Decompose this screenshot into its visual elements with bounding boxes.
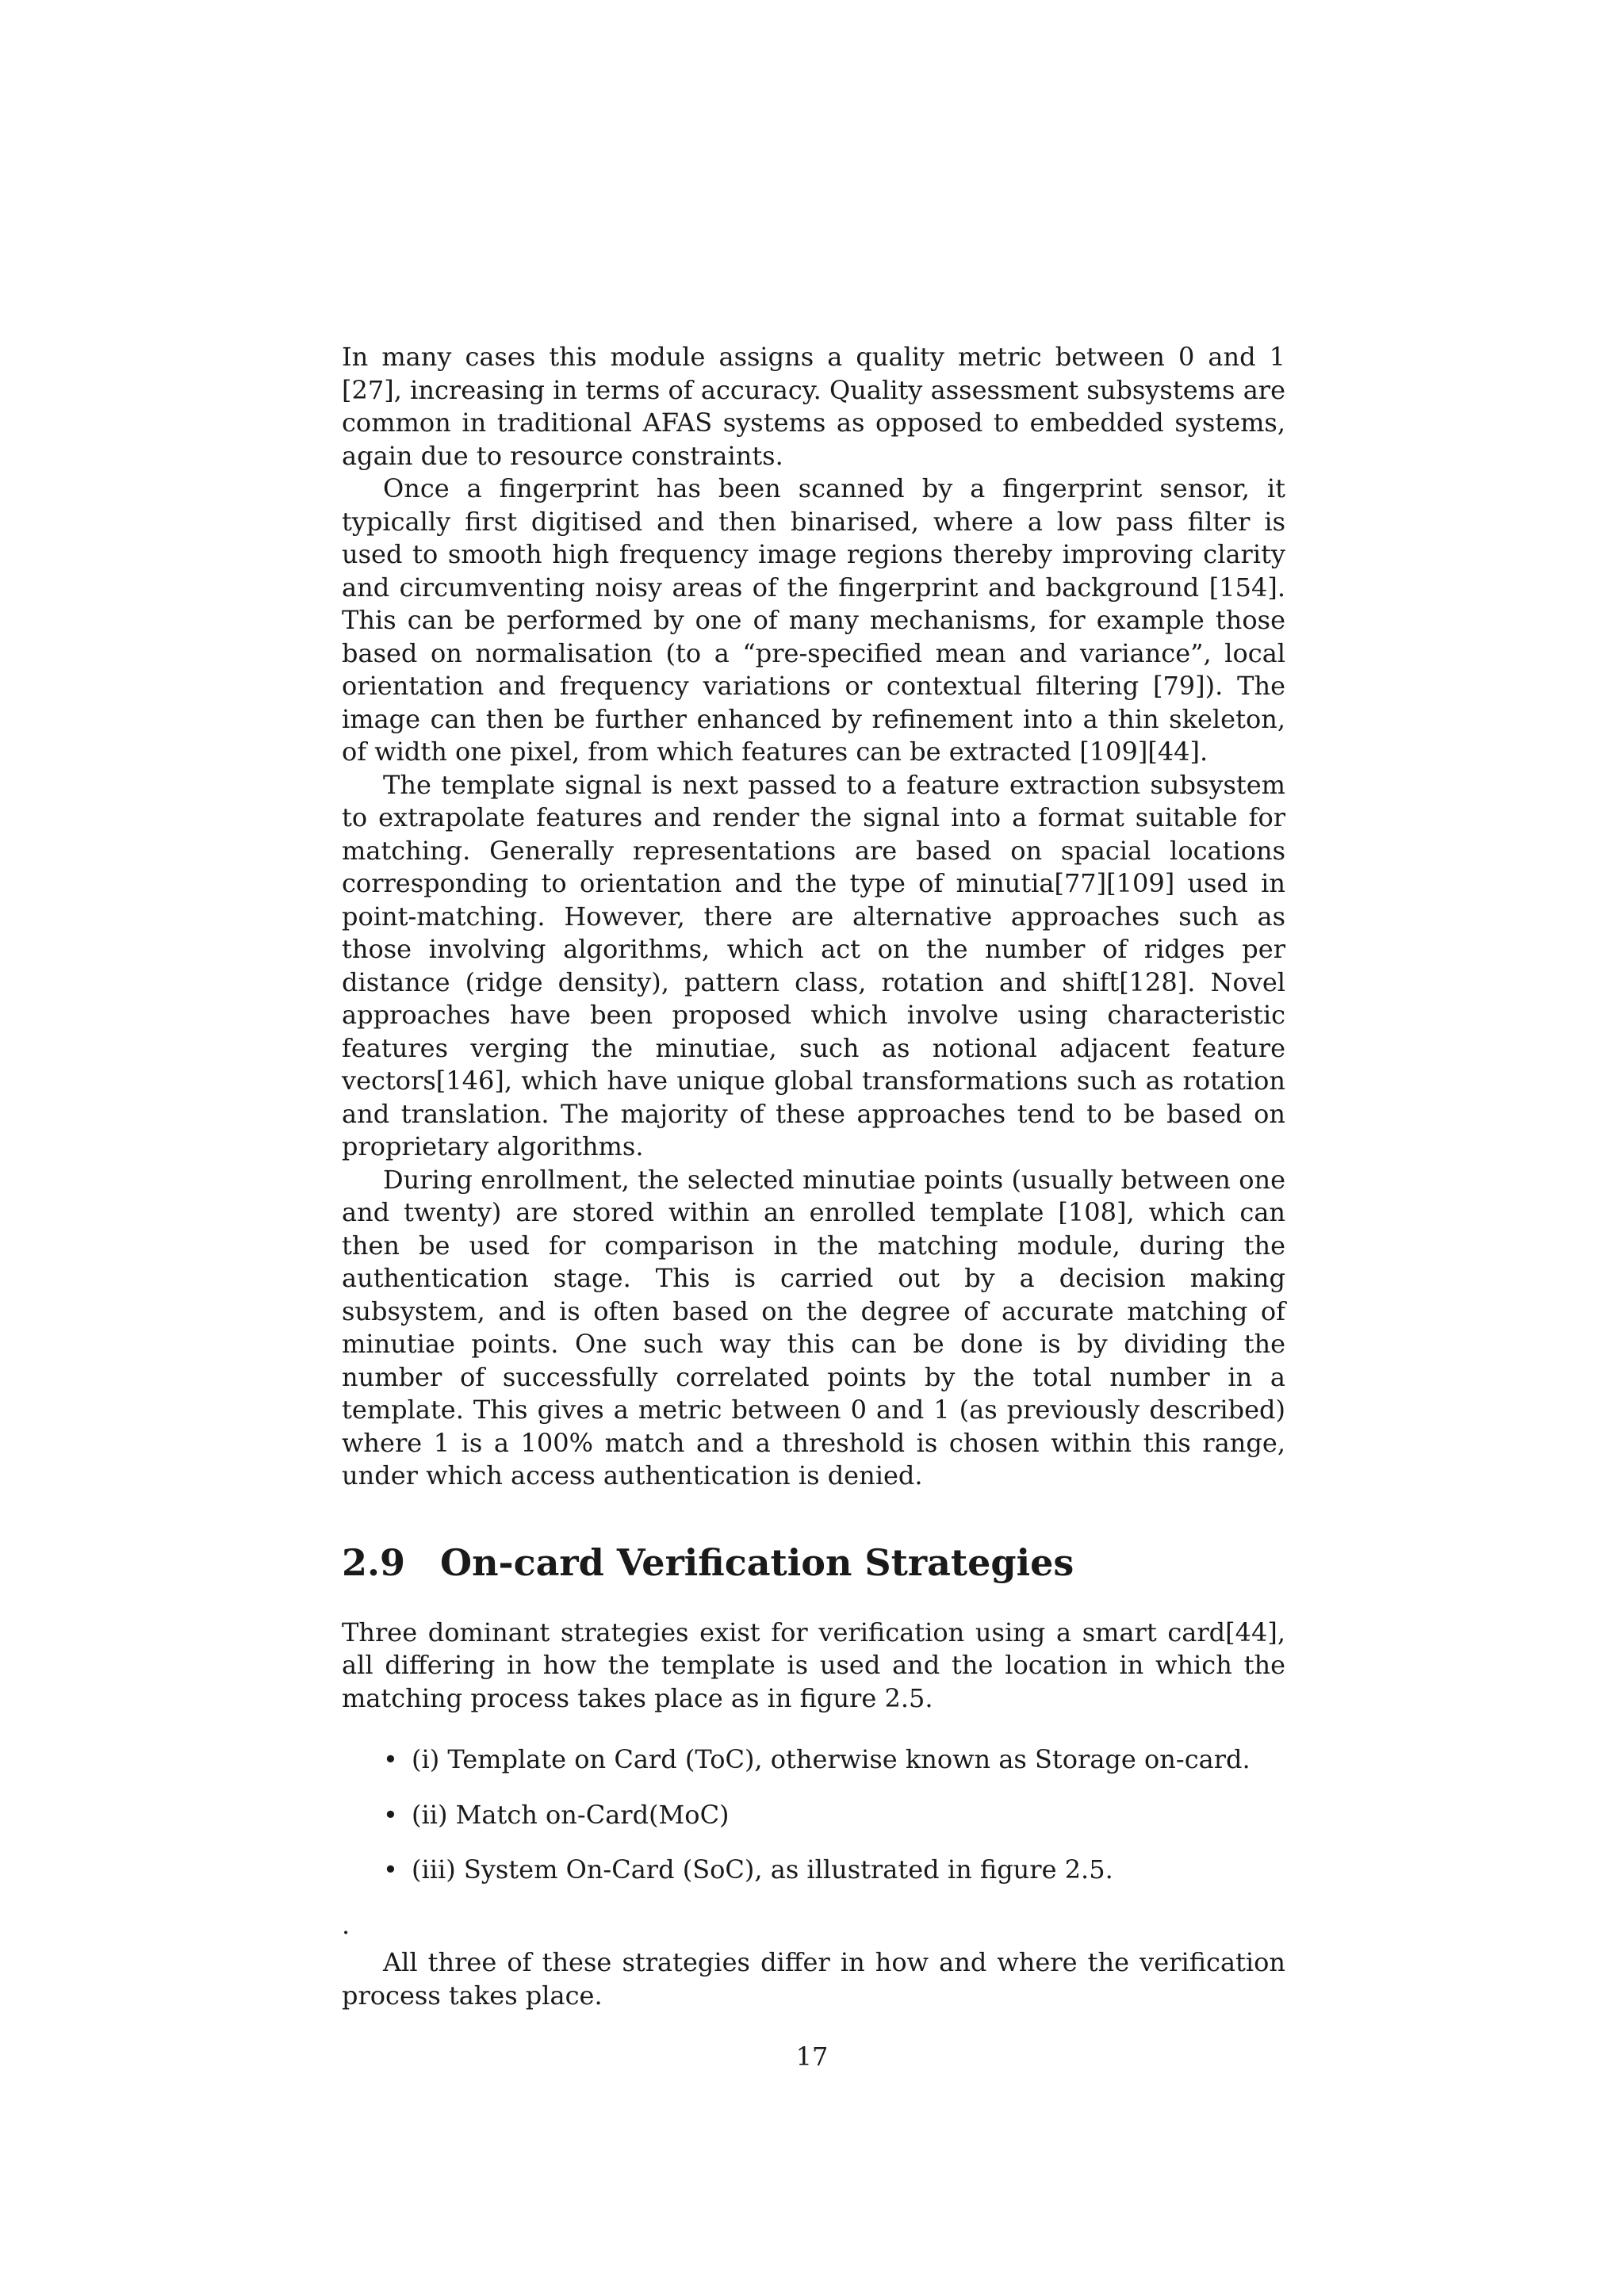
bullet-icon: • <box>383 1854 398 1885</box>
section-title: On-card Verification Strategies <box>440 1540 1074 1584</box>
list-item-text: (i) Template on Card (ToC), otherwise known as Storage on-card. <box>412 1744 1251 1774</box>
list-item-text: (iii) System On-Card (SoC), as illustrated in figure 2.5. <box>412 1854 1113 1885</box>
section-number: 2.9 <box>342 1540 406 1584</box>
section-intro: Three dominant strategies exist for verification using a smart card[44], all differing in how the template is used and the location in which the matching process takes place as in figure 2.5. <box>342 1617 1285 1713</box>
bullet-icon: • <box>383 1744 398 1774</box>
paragraph-closing: All three of these strategies differ in how and where the verification process takes place. <box>342 1947 1285 2011</box>
strategy-list <box>342 1743 1285 1887</box>
list-item <box>342 1743 1285 1777</box>
page-body <box>342 341 1285 2012</box>
list-item <box>342 1799 1285 1832</box>
paragraph-enrollment: During enrollment, the selected minutiae points (usually between one and twenty) are stored within an enrolled template [108], which can then be used for comparison in the matching module, during the authentication stage. This is carried out by a decision making subsystem, and is often based on the degree of accurate matching of minutiae points. One such way this can be done is by dividing the number of successfully correlated points by the total number in a template. This gives a metric between 0 and 1 (as previously described) where 1 is a 100% match and a threshold is chosen within this range, under which access authentication is denied. <box>342 1164 1285 1490</box>
stray-period: . <box>342 1909 350 1940</box>
list-item <box>342 1854 1285 1887</box>
page-number: 17 <box>795 2042 829 2072</box>
section-heading <box>342 1540 1285 1585</box>
list-item-text: (ii) Match on-Card(MoC) <box>412 1799 730 1830</box>
bullet-icon: • <box>383 1799 398 1830</box>
paragraph-quality-metric: In many cases this module assigns a quality metric between 0 and 1 [27], increasing in terms of accuracy. Quality assessment subsystems are common in traditional AFAS systems as opposed to embedded systems, again due to resource constraints. <box>342 342 1285 471</box>
paragraph-feature-extraction: The template signal is next passed to a feature extraction subsystem to extrapolate features and render the signal into a format suitable for matching. Generally representations are based on spacial locations corresponding to orientation and the type of minutia[77][109] used in point-matching. However, there are alternative approaches such as those involving algorithms, which act on the number of ridges per distance (ridge density), pattern class, rotation and shift[128]. Novel approaches have been proposed which involve using characteristic features verging the minutiae, such as notional adjacent feature vectors[146], which have unique global transformations such as rotation and translation. The majority of these approaches tend to be based on proprietary algorithms. <box>342 769 1285 1161</box>
paragraph-digitisation: Once a fingerprint has been scanned by a fingerprint sensor, it typically first digitised and then binarised, where a low pass filter is used to smooth high frequency image regions thereby improving clarity and circumventing noisy areas of the fingerprint and background [154]. This can be performed by one of many mechanisms, for example those based on normalisation (to a “pre-specified mean and variance”, local orientation and frequency variations or contextual filtering [79]). The image can then be further enhanced by refinement into a thin skeleton, of width one pixel, from which features can be extracted [109][44]. <box>342 473 1285 767</box>
